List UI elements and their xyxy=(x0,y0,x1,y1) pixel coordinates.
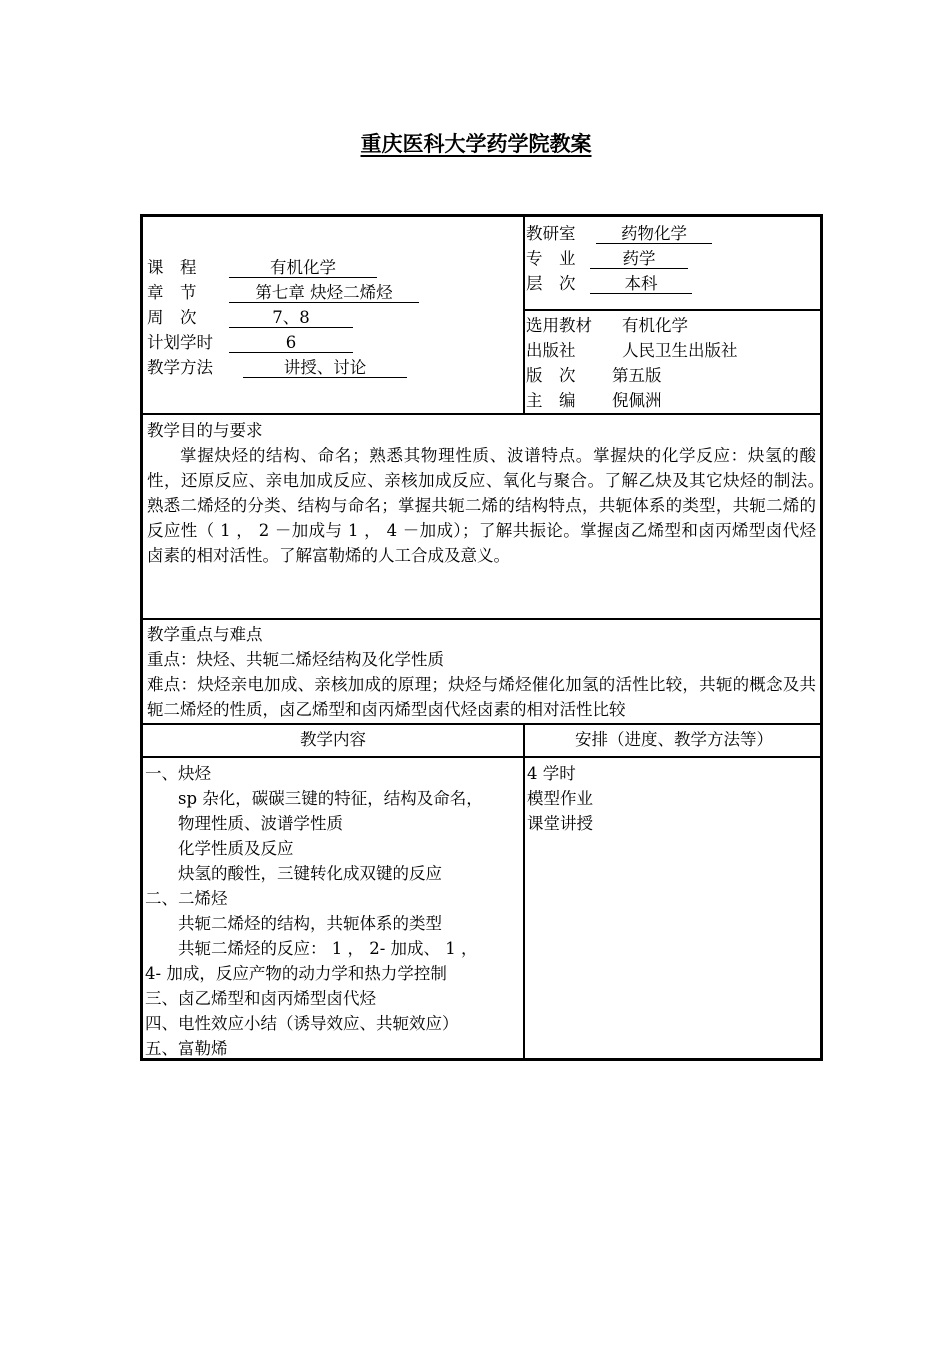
top-divider xyxy=(523,217,525,413)
content-line: 4- 加成，反应产物的动力学和热力学控制 xyxy=(145,964,447,983)
textbook-label: 选用教材 xyxy=(526,316,592,335)
course-value: 有机化学 xyxy=(229,255,377,278)
content-line: 四、电性效应小结（诱导效应、共轭效应） xyxy=(145,1014,459,1033)
key-points-focus: 重点：炔烃、共轭二烯烃结构及化学性质 xyxy=(147,650,444,669)
objectives-heading: 教学目的与要求 xyxy=(147,421,263,440)
lesson-plan-table xyxy=(140,214,866,1061)
editor-label: 主 编 xyxy=(526,391,576,410)
hours-value: 6 xyxy=(229,330,353,353)
arrangement-line: 模型作业 xyxy=(527,789,593,808)
edition-label: 版 次 xyxy=(526,366,576,385)
chapter-label: 章 节 xyxy=(147,283,197,302)
objectives-text: 掌握炔烃的结构、命名；熟悉其物理性质、波谱特点。掌握炔的化学反应：炔氢的酸性，还原反应、亲电加成反应、亲核加成反应、氧化与聚合。了解乙炔及其它炔烃的制法。 熟悉二烯烃的分类、结构与命名；掌握共轭二烯的结构特点，共轭体系的类型，共轭二烯的反应性（ 1 ， 2 －加成与 1 ， 4 －加成）；了解共振论。掌握卤乙烯型和卤丙烯型卤代烃卤素的相对活性。了解富勒烯的人工合成及意义。 xyxy=(147,446,866,565)
publisher-value: 人民卫生出版社 xyxy=(622,341,738,360)
key-points-heading: 教学重点与难点 xyxy=(147,625,263,644)
content-divider xyxy=(523,723,525,1061)
row-divider-1 xyxy=(143,413,823,415)
course-label: 课 程 xyxy=(147,258,197,277)
row-divider-2 xyxy=(143,618,823,620)
level-value: 本科 xyxy=(590,271,692,294)
key-points-section xyxy=(147,622,816,722)
content-header: 教学内容 xyxy=(300,730,366,749)
major-value: 药学 xyxy=(590,246,688,269)
content-line: 五、富勒烯 xyxy=(145,1039,228,1058)
content-line: 化学性质及反应 xyxy=(145,839,294,858)
content-line: 三、卤乙烯型和卤丙烯型卤代烃 xyxy=(145,989,376,1008)
right-divider xyxy=(523,309,823,311)
method-value: 讲授、讨论 xyxy=(243,355,407,378)
hours-label: 计划学时 xyxy=(147,333,213,352)
week-value: 7、8 xyxy=(229,305,353,328)
level-label: 层 次 xyxy=(526,274,576,293)
edition-value: 第五版 xyxy=(612,366,662,385)
department-label: 教研室 xyxy=(526,224,576,243)
content-line: 一、炔烃 xyxy=(145,764,211,783)
content-line: 二、二烯烃 xyxy=(145,889,228,908)
major-label: 专 业 xyxy=(526,249,576,268)
week-label: 周 次 xyxy=(147,308,197,327)
department-value: 药物化学 xyxy=(596,221,712,244)
editor-value: 倪佩洲 xyxy=(612,391,662,410)
textbook-value: 有机化学 xyxy=(622,316,688,335)
content-line: 物理性质、波谱学性质 xyxy=(145,814,343,833)
key-points-difficulty: 难点：炔烃亲电加成、亲核加成的原理；炔烃与烯烃催化加氢的活性比较，共轭的概念及共轭二烯烃的性质，卤乙烯型和卤丙烯型卤代烃卤素的相对活性比较 xyxy=(147,675,816,719)
objectives-section xyxy=(147,418,866,568)
arrangement-line: 4 学时 xyxy=(527,764,576,783)
content-line: 炔氢的酸性，三键转化成双键的反应 xyxy=(145,864,442,883)
row-divider-4 xyxy=(143,756,823,758)
page-title: 重庆医科大学药学院教案 xyxy=(360,131,592,156)
arrangement-line: 课堂讲授 xyxy=(527,814,593,833)
chapter-value: 第七章 炔烃二烯烃 xyxy=(229,280,419,303)
row-divider-3 xyxy=(143,723,823,725)
arrangement-header: 安排（进度、教学方法等） xyxy=(575,730,773,749)
publisher-label: 出版社 xyxy=(526,341,576,360)
method-label: 教学方法 xyxy=(147,358,213,377)
content-line: 共轭二烯烃的反应： 1 ， 2- 加成、 1 ， xyxy=(145,939,478,958)
content-line: 共轭二烯烃的结构，共轭体系的类型 xyxy=(145,914,442,933)
content-line: sp 杂化，碳碳三键的特征，结构及命名， xyxy=(145,789,483,808)
